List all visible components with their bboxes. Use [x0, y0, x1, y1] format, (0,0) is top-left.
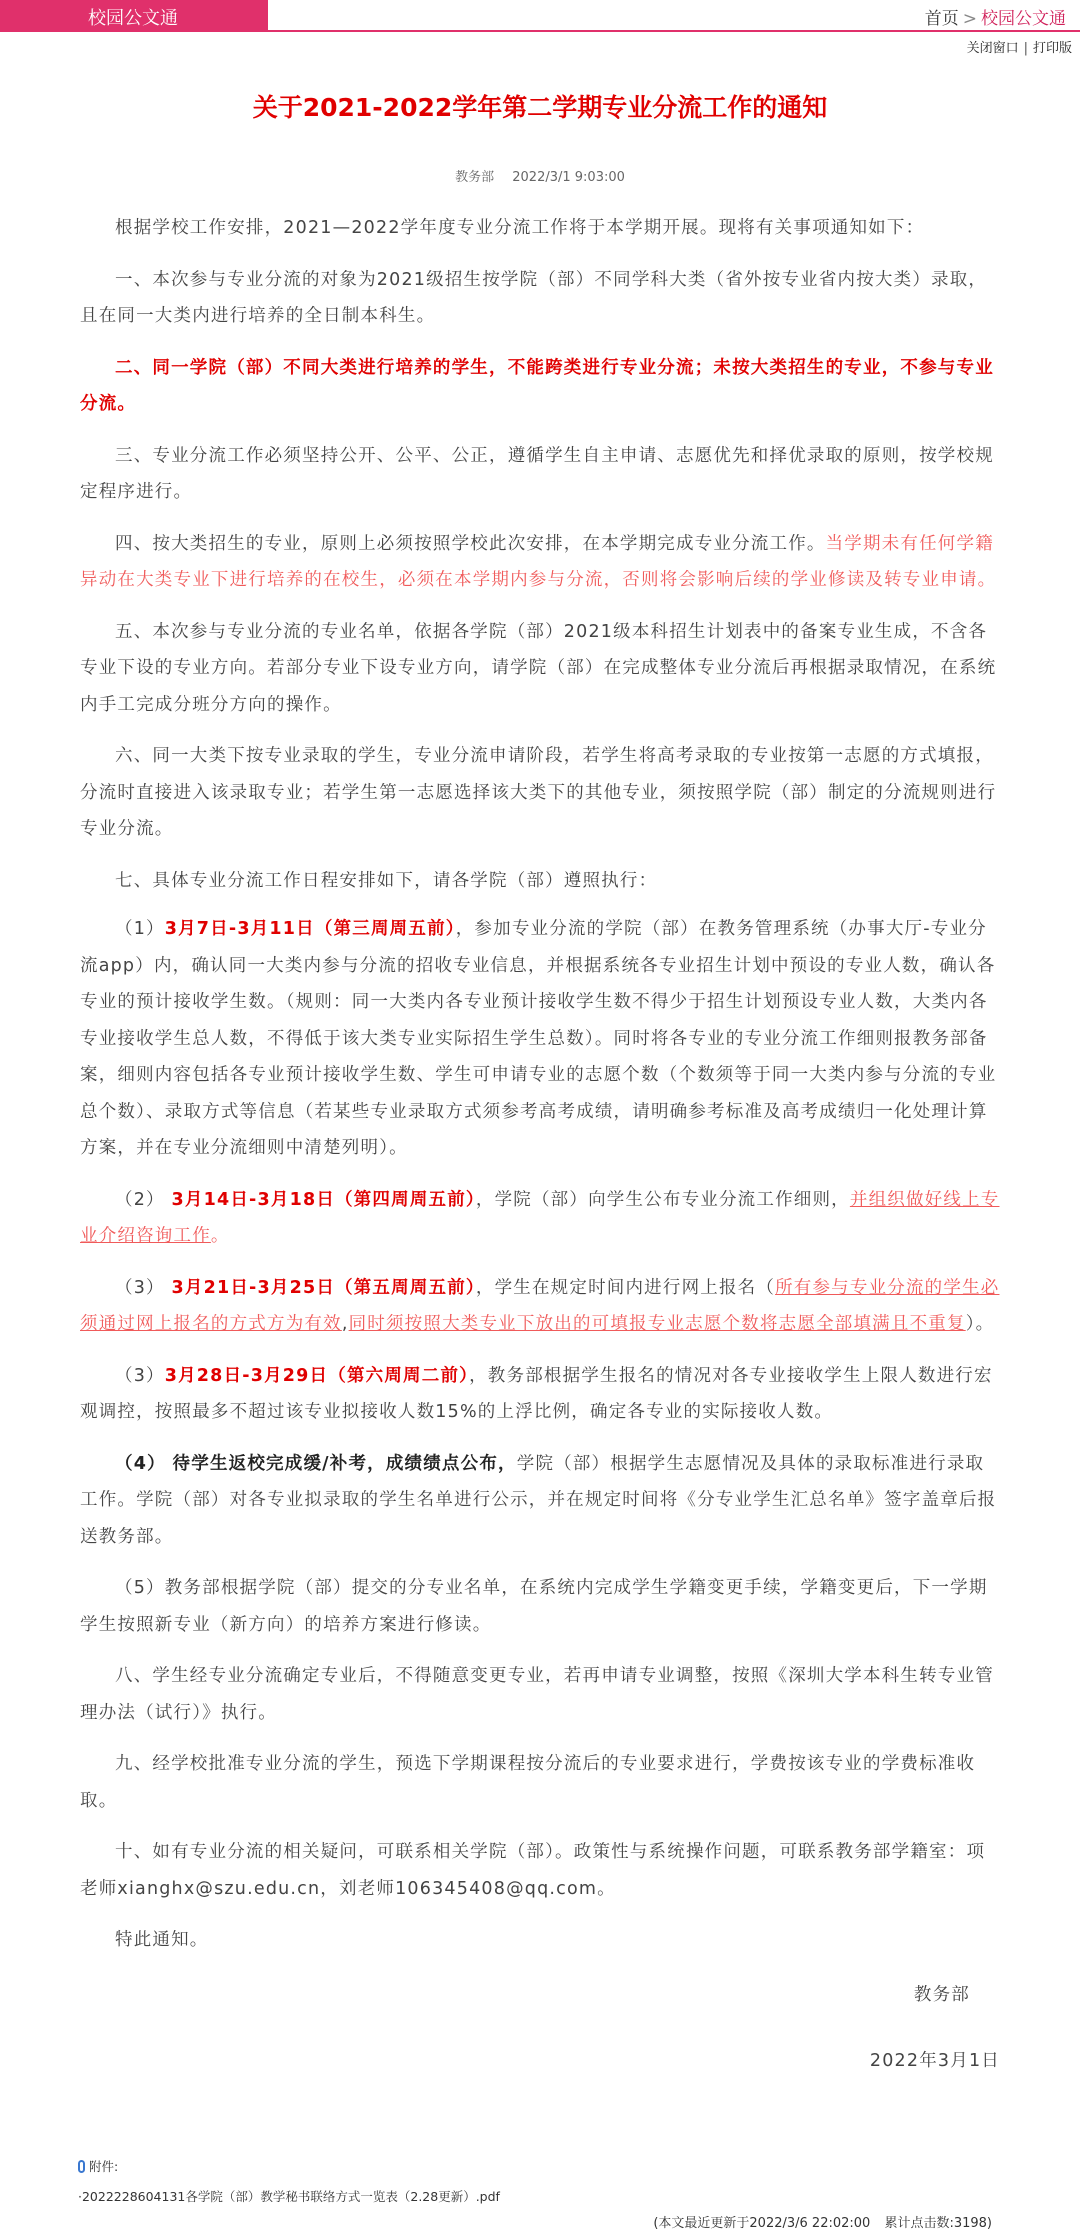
step-5-number: （4）: [115, 1453, 166, 1474]
attachment-section: [78, 2157, 500, 2205]
click-count: 累计点击数:3198): [884, 2216, 992, 2231]
item-6-paragraph: 六、同一大类下按专业录取的学生，专业分流申请阶段，若学生将高考录取的专业按第一志愿的方式填报，分流时直接进入该录取专业；若学生第一志愿选择该大类下的其他专业，须按照学院（部）制定的分流规则进行专业分流。: [80, 746, 997, 839]
top-nav-bar: [0, 0, 1080, 32]
tools-separator: |: [1023, 41, 1028, 56]
last-updated: (本文最近更新于2022/3/6 22:02:00: [653, 2216, 871, 2231]
step-2-end: 。: [210, 1226, 230, 1246]
step-5-text: 学院（部）根据学生志愿情况及具体的录取标准进行录取工作。学院（部）对各专业拟录取的学生名单进行公示，并在规定时间将《分专业学生汇总名单》签字盖章后报送教务部。: [80, 1453, 997, 1547]
attachment-file-link[interactable]: ·2022228604131各学院（部）教学秘书联络方式一览表（2.28更新）.pdf: [78, 2189, 500, 2204]
intro-paragraph: 根据学校工作安排，2021—2022学年度专业分流工作将于本学期开展。现将有关事项通知如下：: [115, 218, 925, 238]
site-name: 校园公文通: [88, 8, 178, 29]
schedule-step-6: （5）教务部根据学院（部）提交的分专业名单，在系统内完成学生学籍变更手续，学籍变更后，下一学期学生按照新专业（新方向）的培养方案进行修读。: [80, 1578, 988, 1635]
site-brand-tab[interactable]: [0, 0, 268, 32]
item-1-paragraph: 一、本次参与专业分流的对象为2021级招生按学院（部）不同学科大类（省外按专业省内按大类）录取，且在同一大类内进行培养的全日制本科生。: [80, 269, 988, 326]
signoff-dept: 教务部: [913, 1984, 970, 2005]
schedule-step-2: [80, 1182, 1000, 1255]
schedule-step-4: [80, 1358, 1000, 1431]
print-version-link[interactable]: 打印版: [1032, 41, 1072, 56]
step-4-date: 3月28日-3月29日（第六周周二前）: [164, 1365, 470, 1386]
step-4-number: （3）: [115, 1365, 165, 1386]
doc-datetime: 2022/3/1 9:03:00: [512, 170, 625, 185]
item-10-paragraph: 十、如有专业分流的相关疑问，可联系相关学院（部）。政策性与系统操作问题，可联系教务部学籍室：项老师xianghx@szu.edu.cn，刘老师106345408@qq.com。: [80, 1842, 986, 1899]
step-3-text: ，学生在规定时间内进行网上报名（: [475, 1277, 776, 1298]
step-5-bold: 待学生返校完成缓/补考，成绩绩点公布，: [172, 1453, 517, 1474]
schedule-step-1: [80, 911, 1000, 1167]
doc-dept: 教务部: [455, 170, 495, 185]
breadcrumb-current-link[interactable]: 校园公文通: [981, 9, 1066, 29]
step-2-highlight: 并组织做好线上专业介绍咨询工作: [80, 1189, 1000, 1246]
schedule-step-5: [80, 1446, 1000, 1556]
step-1-date: 3月7日-3月11日（第三周周五前）: [164, 919, 456, 939]
page-title: 关于2021-2022学年第二学期专业分流工作的通知: [252, 93, 828, 122]
attachment-label: 附件:: [89, 2159, 119, 2174]
doc-body: [80, 210, 1000, 2080]
breadcrumb-separator: >: [962, 9, 977, 29]
item-4-highlight: 当学期未有任何学籍异动在大类专业下进行培养的在校生，必须在本学期内参与分流，否则将会影响后续的学业修读及转专业申请。: [80, 533, 997, 590]
paperclip-icon: [78, 2160, 85, 2173]
step-2-text: ，学院（部）向学生公布专业分流工作细则，: [475, 1189, 850, 1210]
step-4-text: ，教务部根据学生报名的情况对各专业接收学生上限人数进行宏观调控，按照最多不超过该专业拟接收人数15%的上浮比例，确定各专业的实际接收人数。: [80, 1365, 993, 1422]
signoff: [80, 1977, 1000, 2080]
doc-meta: [0, 166, 1080, 185]
step-3-end: ）。: [965, 1314, 995, 1334]
breadcrumb-home-link[interactable]: 首页: [924, 9, 959, 29]
item-9-paragraph: 九、经学校批准专业分流的学生，预选下学期课程按分流后的专业要求进行，学费按该专业的学费标准收取。: [80, 1754, 976, 1811]
page-footer: [653, 2212, 992, 2231]
step-1-text: ，参加专业分流的学院（部）在教务管理系统（办事大厅-专业分流app）内，确认同一大类内参与分流的招收专业信息，并根据系统各专业招生计划中预设的专业人数，确认各专业的预计接收学生数。（规则：同一大类内各专业预计接收学生数不得少于招生计划预设专业人数，大类内各专业接收学生总人数，不得低于该大类专业实际招生学生总数）。同时将各专业的专业分流工作细则报教务部备案，细则内容包括各专业预计接收学生数、学生可申请专业的志愿个数（个数须等于同一大类内参与分流的专业总个数）、录取方式等信息（若某些专业录取方式须参考高考成绩，请明确参考标准及高考成绩归一化处理计算方案，并在专业分流细则中清楚列明）。: [80, 919, 997, 1158]
step-3-highlight-2: 同时须按照大类专业下放出的可填报专业志愿个数将志愿全部填满且不重复: [348, 1314, 966, 1334]
step-3-highlight-1: 所有参与专业分流的学生必须通过网上报名的方式方为有效: [80, 1277, 1000, 1334]
item-3-paragraph: 三、专业分流工作必须坚持公开、公平、公正，遵循学生自主申请、志愿优先和择优录取的原则，按学校规定程序进行。: [80, 445, 994, 502]
step-3-number: （3）: [115, 1277, 165, 1298]
closing-paragraph: 特此通知。: [115, 1930, 209, 1950]
page-tools: [967, 37, 1072, 56]
item-5-paragraph: 五、本次参与专业分流的专业名单，依据各学院（部）2021级本科招生计划表中的备案专业生成，不含各专业下设的专业方向。若部分专业下设专业方向，请学院（部）在完成整体专业分流后再根据录取情况，在系统内手工完成分班分方向的操作。: [80, 621, 997, 715]
item-4-paragraph: [80, 526, 1000, 599]
close-window-link[interactable]: 关闭窗口: [966, 41, 1019, 56]
step-2-number: （2）: [115, 1189, 165, 1210]
breadcrumb: [925, 4, 1066, 29]
schedule-step-3: [80, 1270, 1000, 1343]
step-3-date: 3月21日-3月25日（第五周周五前）: [171, 1277, 476, 1298]
step-3-comma: ,: [341, 1314, 349, 1334]
item-7-paragraph: 七、具体专业分流工作日程安排如下，请各学院（部）遵照执行：: [115, 870, 658, 891]
attachment-header: [78, 2157, 500, 2175]
step-1-number: （1）: [115, 919, 165, 939]
item-8-paragraph: 八、学生经专业分流确定专业后，不得随意变更专业，若再申请专业调整，按照《深圳大学本科生转专业管理办法（试行）》执行。: [80, 1666, 994, 1723]
item-2-paragraph: 二、同一学院（部）不同大类进行培养的学生，不能跨类进行专业分流；未按大类招生的专业，不参与专业分流。: [80, 357, 994, 414]
item-4-text: 四、按大类招生的专业，原则上必须按照学校此次安排，在本学期完成专业分流工作。: [115, 533, 826, 554]
signoff-date: 2022年3月1日: [869, 2051, 1000, 2071]
step-2-date: 3月14日-3月18日（第四周周五前）: [171, 1189, 476, 1210]
